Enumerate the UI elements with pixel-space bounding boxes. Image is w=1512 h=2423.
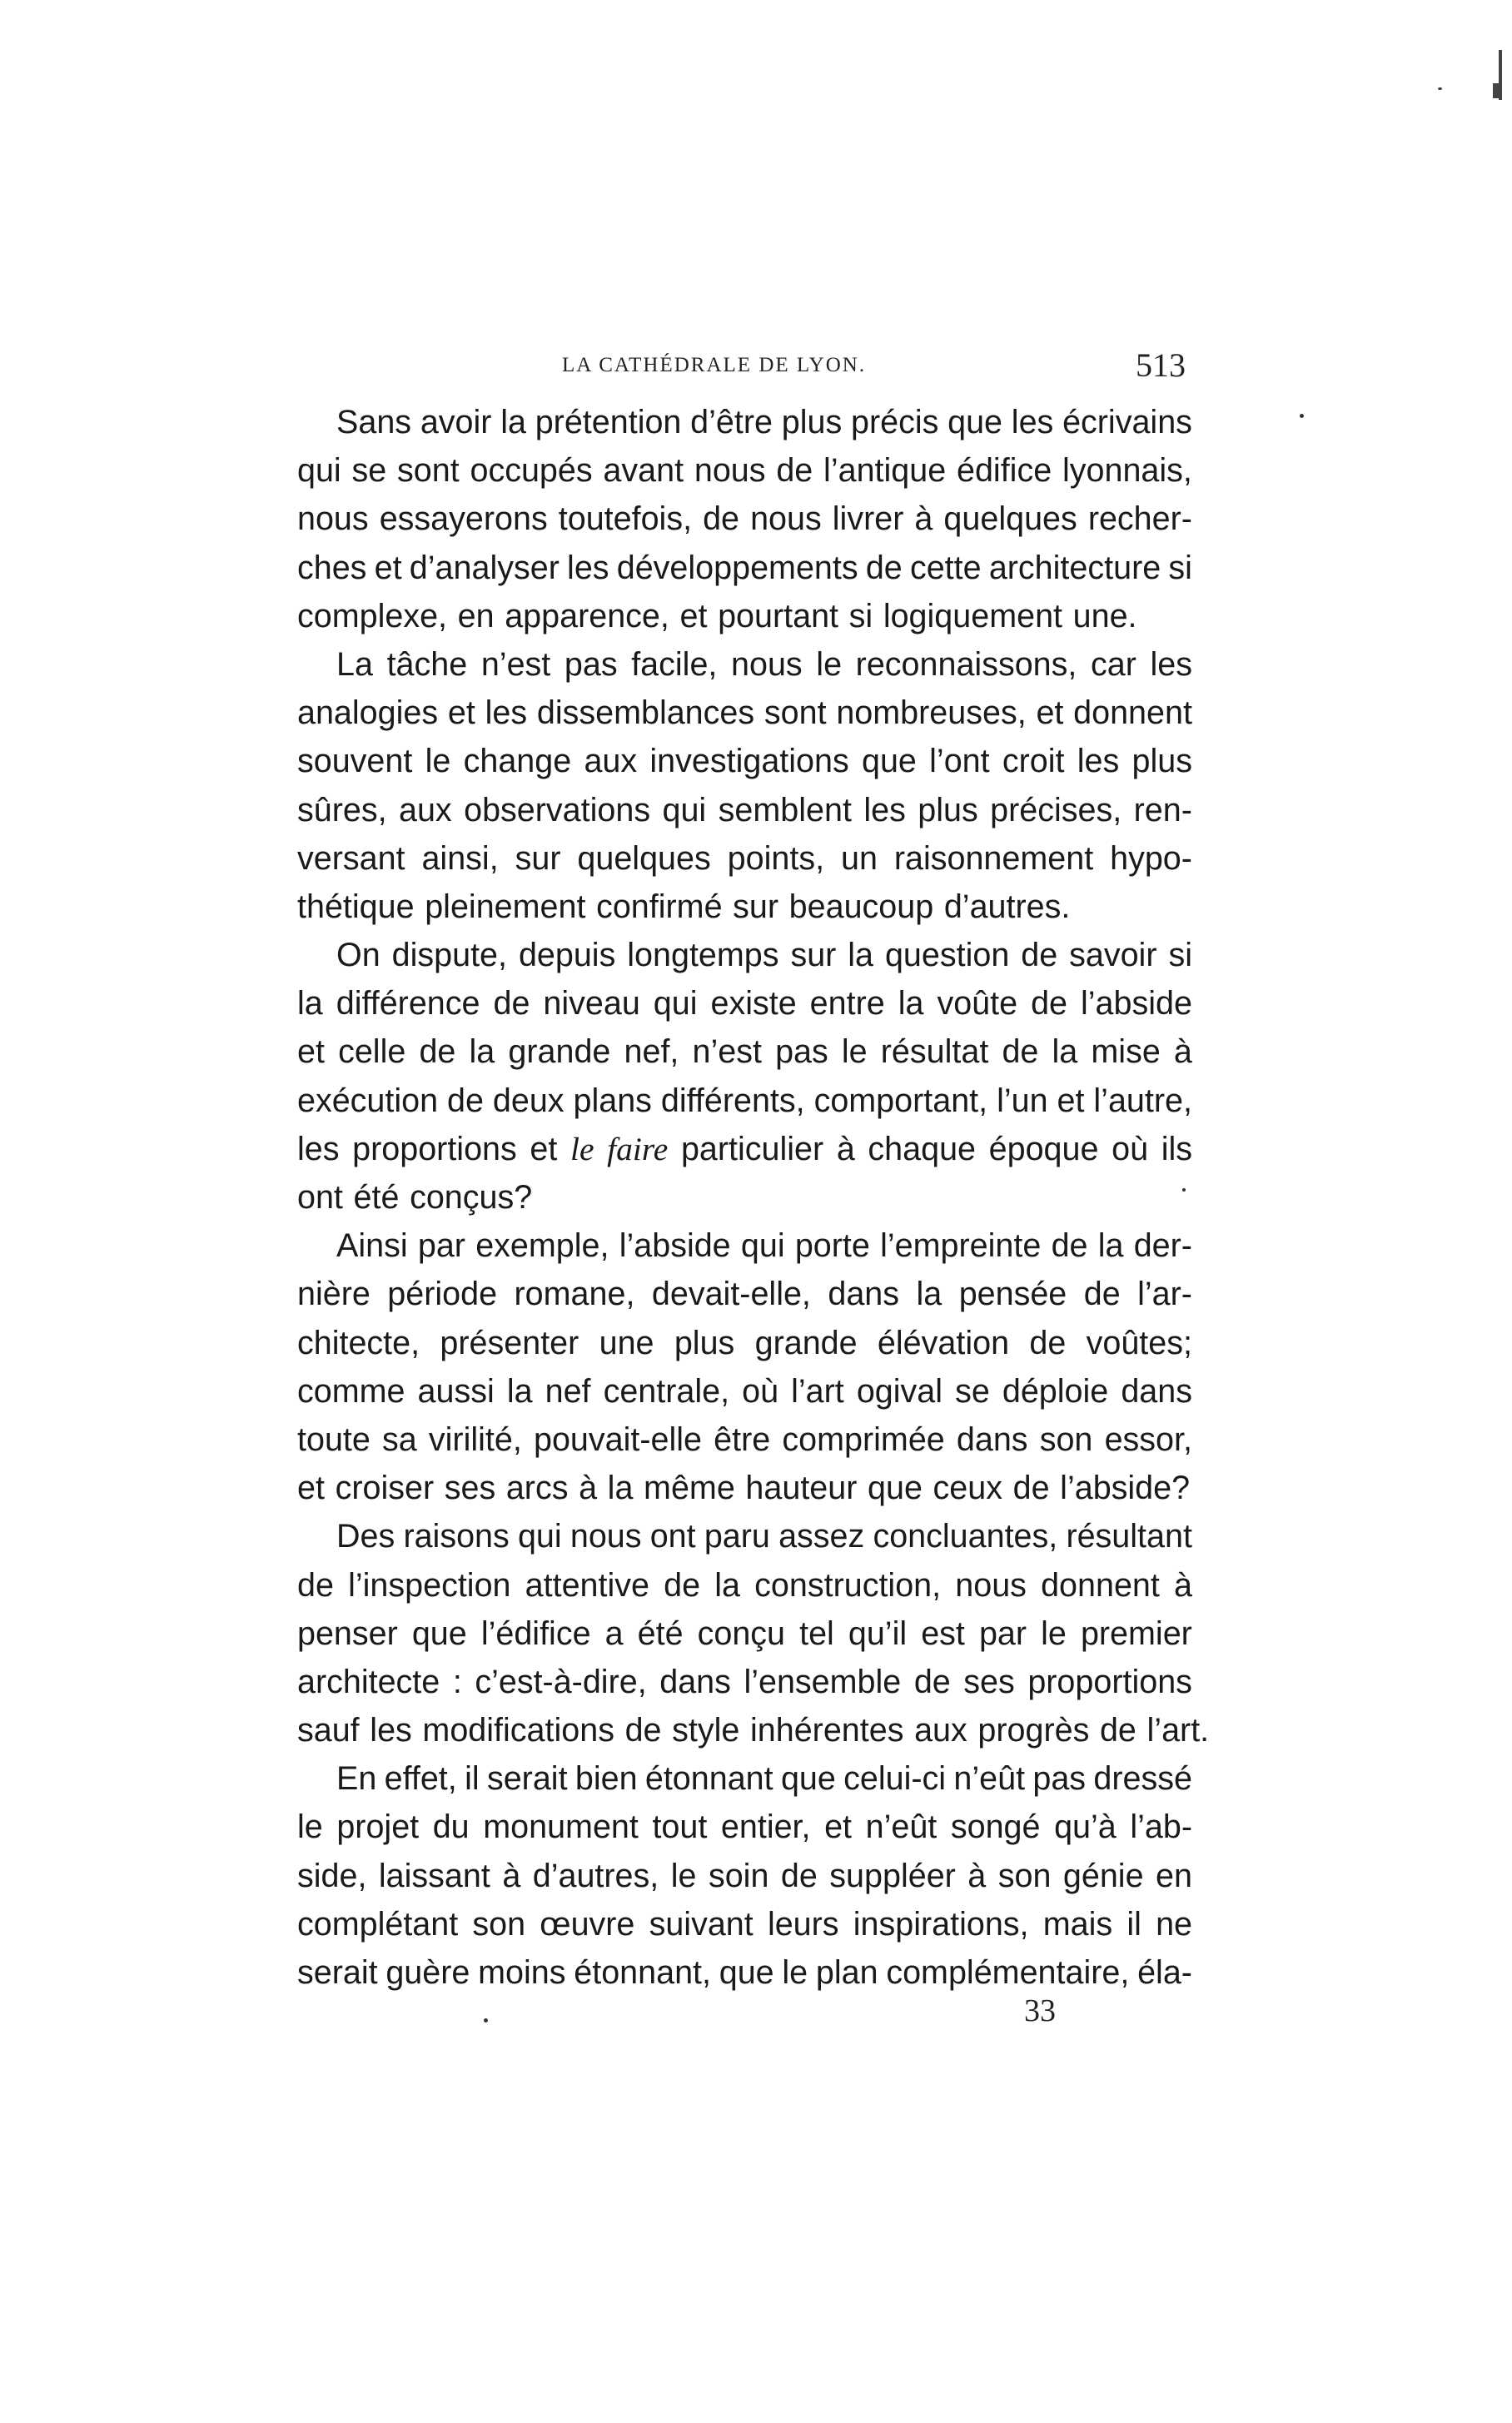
body-text <box>297 398 1210 1997</box>
text-line: et croiser ses arcs à la même hauteur que ceux de l’abside? <box>297 1470 1191 1507</box>
text-line: side, laissant à d’autres, le soin de suppléer à son génie en <box>297 1857 1192 1894</box>
text-line: exécution de deux plans différents, comportant, l’un et l’autre, <box>297 1082 1192 1119</box>
text-line: la différence de niveau qui existe entre la voûte de l’abside <box>297 985 1192 1022</box>
text-line: La tâche n’est pas facile, nous le reconnaissons, car les <box>336 645 1192 683</box>
text-line: analogies et les dissemblances sont nombreuses, et donnent <box>297 694 1192 732</box>
text-line: ont été conçus? <box>297 1179 533 1216</box>
running-title: LA CATHÉDRALE DE LYON. <box>562 354 867 376</box>
text-line: penser que l’édifice a été conçu tel qu’il est par le premier <box>297 1615 1192 1652</box>
signature-mark: 33 <box>1024 1993 1056 2028</box>
text-line: de l’inspection attentive de la construction, nous donnent à <box>297 1566 1192 1604</box>
text-line: Ainsi par exemple, l’abside qui porte l’empreinte de la der- <box>336 1227 1192 1265</box>
text-line: Des raisons qui nous ont paru assez concluantes, résultant <box>336 1518 1192 1555</box>
text-line: complexe, en apparence, et pourtant si logiquement une. <box>297 597 1137 634</box>
scan-speck <box>1438 87 1442 90</box>
text-line: On dispute, depuis longtemps sur la question de savoir si <box>336 937 1192 974</box>
text-line: serait guère moins étonnant, que le plan complémentaire, éla- <box>297 1954 1192 1991</box>
text-line: et celle de la grande nef, n’est pas le résultat de la mise à <box>297 1033 1192 1071</box>
scan-speck <box>484 2018 488 2022</box>
text-line: le projet du monument tout entier, et n’eût songé qu’à l’ab- <box>297 1809 1192 1846</box>
text-line: thétique pleinement confirmé sur beaucoup d’autres. <box>297 888 1071 925</box>
text-line: versant ainsi, sur quelques points, un raisonnement hypo- <box>297 839 1192 877</box>
page-number: 513 <box>1136 346 1186 384</box>
text-line: toute sa virilité, pouvait-elle être comprimée dans son essor, <box>297 1420 1192 1458</box>
text-line: architecte : c’est-à-dire, dans l’ensemble de ses proportions <box>297 1663 1192 1700</box>
text-line: sûres, aux observations qui semblent les plus précises, ren- <box>297 791 1192 828</box>
text-line: ches et d’analyser les développements de cette architecture si <box>297 549 1192 586</box>
text-line: nière période romane, devait-elle, dans la pensée de l’ar- <box>297 1276 1192 1313</box>
text-line: comme aussi la nef centrale, où l’art ogival se déploie dans <box>297 1372 1192 1410</box>
text-line: souvent le change aux investigations que l’ont croit les plus <box>297 743 1192 780</box>
text-line: chitecte, présenter une plus grande élévation de voûtes; <box>297 1324 1192 1361</box>
text-line: nous essayerons toutefois, de nous livrer à quelques recher- <box>297 500 1192 538</box>
text-line: sauf les modifications de style inhérentes aux progrès de l’art. <box>297 1712 1210 1749</box>
text-line: Sans avoir la prétention d’être plus précis que les écrivains <box>336 404 1192 440</box>
text-line: complétant son œuvre suivant leurs inspirations, mais il ne <box>297 1905 1192 1943</box>
page-edge-mark <box>1493 83 1501 98</box>
scan-speck <box>1182 1188 1186 1192</box>
text-line: En effet, il serait bien étonnant que celui-ci n’eût pas dressé <box>336 1760 1192 1798</box>
text-line: les proportions et le faire particulier à chaque époque où ils <box>297 1130 1192 1167</box>
scan-speck <box>1300 414 1304 418</box>
text-line: qui se sont occupés avant nous de l’antique édifice lyonnais, <box>297 452 1192 490</box>
